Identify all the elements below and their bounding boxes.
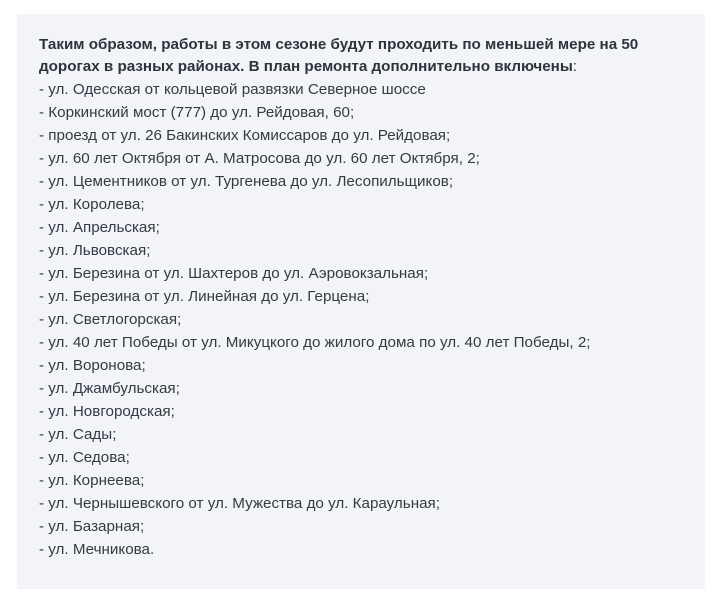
list-item: - ул. Одесская от кольцевой развязки Северное шоссе <box>39 81 426 98</box>
list-item: - ул. Воронова; <box>39 357 146 374</box>
list-item: - ул. Сады; <box>39 426 117 443</box>
list-item: - ул. Березина от ул. Шахтеров до ул. Аэровокзальная; <box>39 265 429 282</box>
list-item: - ул. Мечникова. <box>39 541 155 558</box>
list-item: - ул. 40 лет Победы от ул. Микуцкого до жилого дома по ул. 40 лет Победы, 2; <box>39 334 591 351</box>
list-item: - ул. Цементников от ул. Тургенева до ул. Лесопильщиков; <box>39 173 454 190</box>
list-item: - проезд от ул. 26 Бакинских Комиссаров до ул. Рейдовая; <box>39 127 451 144</box>
list-item: - ул. Королева; <box>39 196 145 213</box>
list-item: - ул. Базарная; <box>39 518 145 535</box>
list-item: - ул. Джамбульская; <box>39 380 180 397</box>
intro-colon: : <box>572 58 578 75</box>
intro-paragraph <box>39 34 683 78</box>
article-panel <box>17 14 705 589</box>
intro-bold-text: Таким образом, работы в этом сезоне будут проходить по меньшей мере на 50 дорогах в разных районах. В план ремонта дополнительно включены <box>39 36 639 75</box>
list-item: - ул. Апрельская; <box>39 219 160 236</box>
list-item: - Коркинский мост (777) до ул. Рейдовая, 60; <box>39 104 355 121</box>
list-item: - ул. 60 лет Октября от А. Матросова до ул. 60 лет Октября, 2; <box>39 150 480 167</box>
list-item: - ул. Новгородская; <box>39 403 175 420</box>
list-item: - ул. Седова; <box>39 449 130 466</box>
list-item: - ул. Корнеева; <box>39 472 145 489</box>
list-item: - ул. Чернышевского от ул. Мужества до ул. Караульная; <box>39 495 440 512</box>
list-item: - ул. Березина от ул. Линейная до ул. Герцена; <box>39 288 370 305</box>
list-item: - ул. Светлогорская; <box>39 311 182 328</box>
road-list <box>39 78 683 561</box>
list-item: - ул. Львовская; <box>39 242 151 259</box>
